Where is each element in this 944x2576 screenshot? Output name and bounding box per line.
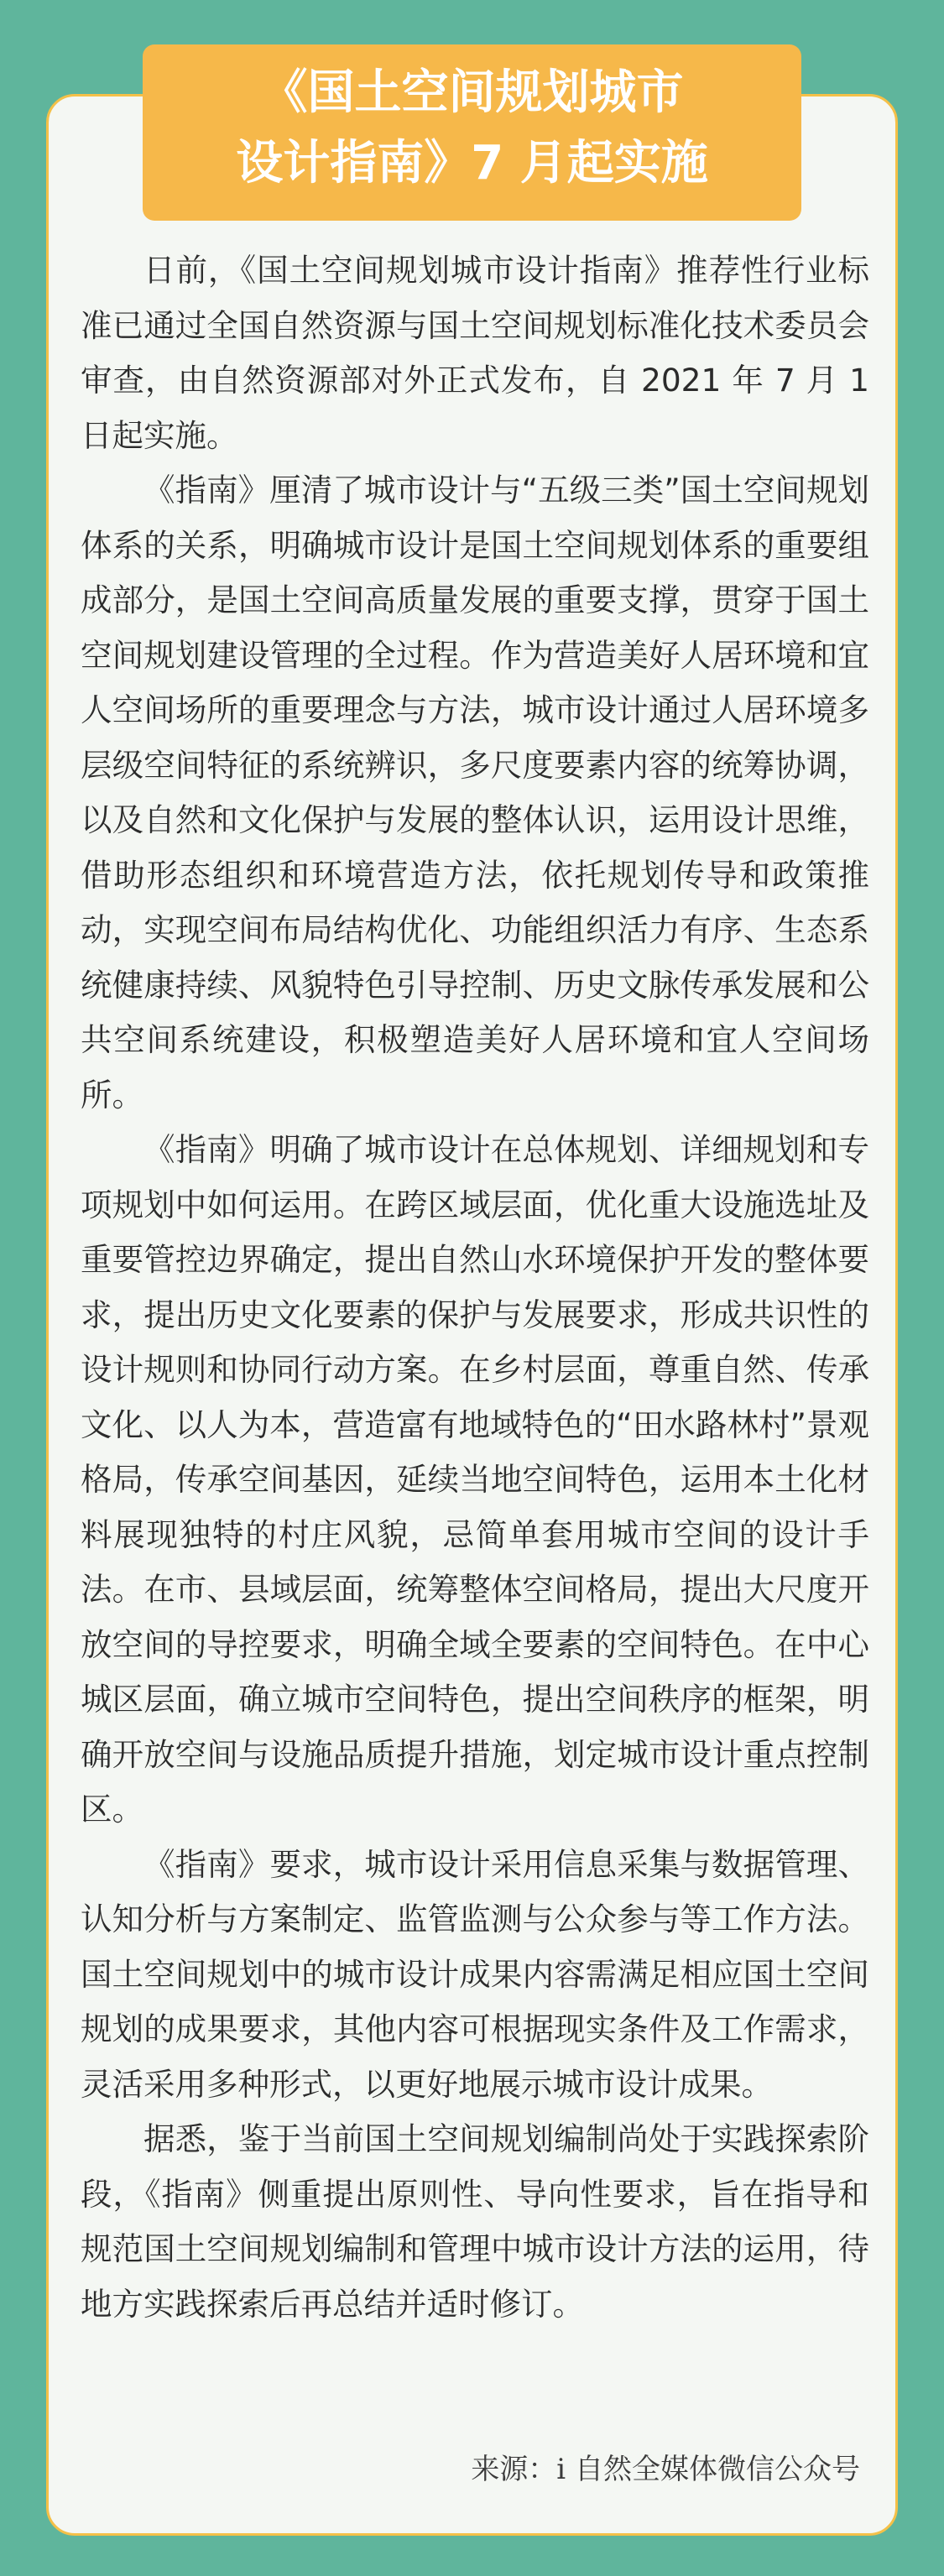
- title-line-1: 《国土空间规划城市: [260, 65, 684, 120]
- title-banner: [143, 44, 801, 221]
- title-line-2: 设计指南》7 月起实施: [236, 136, 708, 190]
- paragraph: 《指南》厘清了城市设计与“五级三类”国土空间规划体系的关系，明确城市设计是国土空间规划体系的重要组成部分，是国土空间高质量发展的重要支撑，贯穿于国土空间规划建设管理的全过程。作为营造美好人居环境和宜人空间场所的重要理念与方法，城市设计通过人居环境多层级空间特征的系统辨识，多尺度要素内容的统筹协调，以及自然和文化保护与发展的整体认识，运用设计思维，借助形态组织和环境营造方法，依托规划传导和政策推动，实现空间布局结构优化、功能组织活力有序、生态系统健康持续、风貌特色引导控制、历史文脉传承发展和公共空间系统建设，积极塑造美好人居环境和宜人空间场所。: [81, 472, 869, 1113]
- source-credit: 来源：i 自然全媒体微信公众号: [471, 2453, 860, 2486]
- paragraph: 《指南》明确了城市设计在总体规划、详细规划和专项规划中如何运用。在跨区域层面，优化重大设施选址及重要管控边界确定，提出自然山水环境保护开发的整体要求，提出历史文化要素的保护与发展要求，形成共识性的设计规则和协同行动方案。在乡村层面，尊重自然、传承文化、以人为本，营造富有地域特色的“田水路林村”景观格局，传承空间基因，延续当地空间特色，运用本土化材料展现独特的村庄风貌，忌简单套用城市空间的设计手法。在市、县域层面，统筹整体空间格局，提出大尺度开放空间的导控要求，明确全域全要素的空间特色。在中心城区层面，确立城市空间特色，提出空间秩序的框架，明确开放空间与设施品质提升措施，划定城市设计重点控制区。: [81, 1131, 869, 1828]
- paragraph: 据悉，鉴于当前国土空间规划编制尚处于实践探索阶段，《指南》侧重提出原则性、导向性要求，旨在指导和规范国土空间规划编制和管理中城市设计方法的运用，待地方实践探索后再总结并适时修订。: [81, 2120, 869, 2323]
- article-body: [81, 243, 869, 2332]
- paragraph: 日前，《国土空间规划城市设计指南》推荐性行业标准已通过全国自然资源与国土空间规划标准化技术委员会审查，由自然资源部对外正式发布，自 2021 年 7 月 1 日起实施。: [81, 252, 869, 454]
- paragraph: 《指南》要求，城市设计采用信息采集与数据管理、认知分析与方案制定、监管监测与公众参与等工作方法。国土空间规划中的城市设计成果内容需满足相应国土空间规划的成果要求，其他内容可根据现实条件及工作需求，灵活采用多种形式，以更好地展示城市设计成果。: [81, 1845, 869, 2103]
